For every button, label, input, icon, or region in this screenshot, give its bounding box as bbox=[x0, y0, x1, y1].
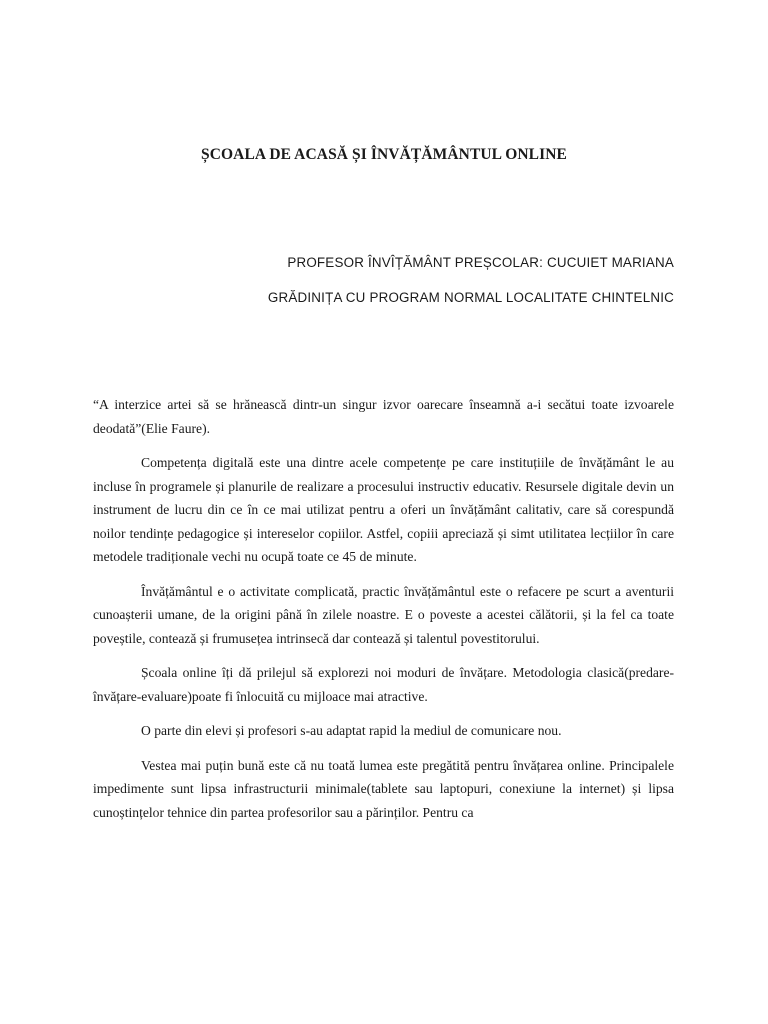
author-institution-line: GRĂDINIȚA CU PROGRAM NORMAL LOCALITATE CHINTELNIC bbox=[267, 290, 674, 305]
quote-paragraph: “A interzice artei să se hrănească dintr-un singur izvor oarecare înseamnă a-i secătui toate izvoarele deodată”(Elie Faure). bbox=[93, 397, 674, 436]
body-paragraph: Competența digitală este una dintre acele competențe pe care instituțiile de învățământ le au incluse în programele și planurile de realizare a procesului instructiv educativ. Resursele digitale devin un instrument de lucru din ce în ce mai utilizat pentru a oferi un învățământ calitativ, care să corespundă noilor tendințe pedagogice și intereselor copiilor. Astfel, copiii apreciază și simt utilitatea lecțiilor în care metodele tradiționale vechi nu ocupă toate ce 45 de minute. bbox=[93, 455, 674, 564]
body-paragraph: Învățământul e o activitate complicată, practic învățământul este o refacere pe scurt a aventurii cunoașterii umane, de la origini până în zilele noastre. E o poveste a acestei călătorii, și la fel ca toate poveștile, contează și frumusețea intrinsecă dar contează și talentul povestitorului. bbox=[93, 583, 674, 646]
document-body bbox=[93, 393, 674, 835]
author-name-line: PROFESOR ÎNVÎȚĂMÂNT PREȘCOLAR: CUCUIET MARIANA bbox=[287, 255, 674, 270]
body-paragraph: O parte din elevi și profesori s-au adaptat rapid la mediul de comunicare nou. bbox=[141, 723, 562, 738]
document-title: ȘCOALA DE ACASĂ ȘI ÎNVĂȚĂMÂNTUL ONLINE bbox=[201, 146, 567, 163]
body-paragraph: Școala online îți dă prilejul să explorezi noi moduri de învățare. Metodologia clasică(predare-învățare-evaluare)poate fi înlocuită cu mijloace mai atractive. bbox=[93, 665, 674, 704]
body-paragraph: Vestea mai puțin bună este că nu toată lumea este pregătită pentru învățarea online. Principalele impedimente sunt lipsa infrastructurii minimale(tablete sau laptopuri, conexiune la internet) și lipsa cunoștințelor tehnice din partea profesorilor sau a părinților. Pentru ca bbox=[93, 757, 674, 820]
